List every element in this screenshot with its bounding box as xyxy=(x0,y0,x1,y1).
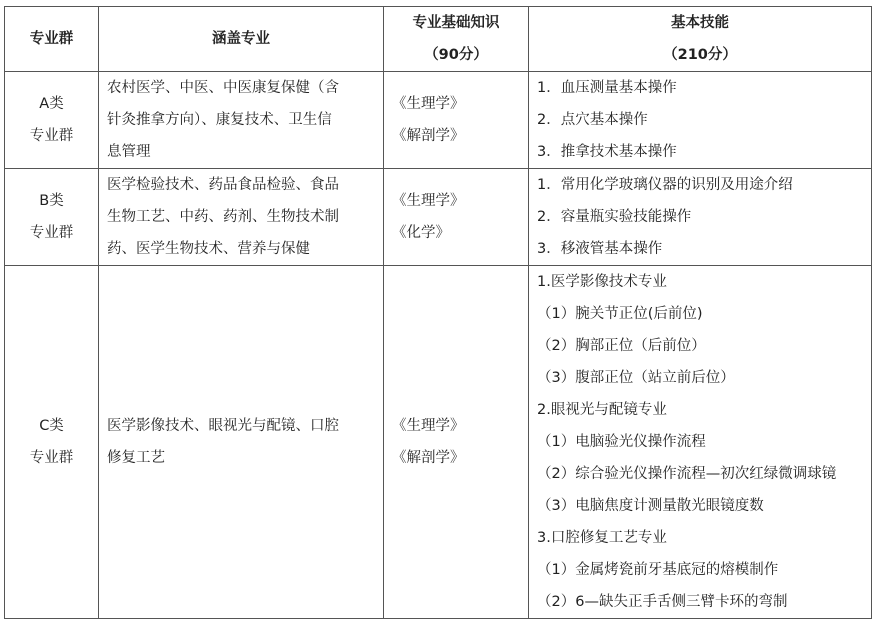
majors-line: 针灸推拿方向）、康复技术、卫生信 xyxy=(107,112,332,128)
header-group-label: 专业群 xyxy=(29,31,74,47)
majors-cell-b xyxy=(99,169,384,266)
header-group xyxy=(5,7,99,72)
group-name: B类 xyxy=(39,193,64,209)
skill-item: 3．移液管基本操作 xyxy=(537,241,663,257)
skill-item: （1）腕关节正位(后前位) xyxy=(537,306,703,322)
majors-line: 生物工艺、中药、药剂、生物技术制 xyxy=(107,209,339,225)
skill-item: （3）腹部正位（站立前后位） xyxy=(537,370,735,386)
header-knowledge-label: 专业基础知识 xyxy=(412,15,500,31)
skill-heading: 3.口腔修复工艺专业 xyxy=(537,530,667,546)
skill-item: 3．推拿技术基本操作 xyxy=(537,144,677,160)
knowledge-cell-a xyxy=(384,72,529,169)
skills-cell-c xyxy=(529,266,872,619)
header-skills xyxy=(529,7,872,72)
group-cell-b xyxy=(5,169,99,266)
knowledge-book: 《生理学》 xyxy=(392,193,465,209)
skill-item: 1．常用化学玻璃仪器的识别及用途介绍 xyxy=(537,177,793,193)
skill-item: 2．点穴基本操作 xyxy=(537,112,648,128)
knowledge-cell-c xyxy=(384,266,529,619)
header-knowledge xyxy=(384,7,529,72)
majors-line: 农村医学、中医、中医康复保健（含 xyxy=(107,80,339,96)
group-suffix: 专业群 xyxy=(29,450,74,466)
skill-item: （1）电脑验光仪操作流程 xyxy=(537,434,706,450)
majors-line: 药、医学生物技术、营养与保健 xyxy=(107,241,310,257)
knowledge-cell-b xyxy=(384,169,529,266)
skill-item: （1）金属烤瓷前牙基底冠的熔模制作 xyxy=(537,562,779,578)
header-skills-score: （210分） xyxy=(663,47,737,63)
header-majors xyxy=(99,7,384,72)
group-suffix: 专业群 xyxy=(29,225,74,241)
group-suffix: 专业群 xyxy=(29,128,74,144)
skill-heading: 1.医学影像技术专业 xyxy=(537,274,667,290)
majors-line: 医学检验技术、药品食品检验、食品 xyxy=(107,177,339,193)
group-cell-a xyxy=(5,72,99,169)
table-row-c xyxy=(5,266,872,619)
header-majors-label: 涵盖专业 xyxy=(212,31,270,47)
majors-cell-c xyxy=(99,266,384,619)
knowledge-book: 《化学》 xyxy=(392,225,450,241)
majors-line: 息管理 xyxy=(107,144,151,160)
skill-item: 2．容量瓶实验技能操作 xyxy=(537,209,692,225)
majors-line: 修复工艺 xyxy=(107,450,165,466)
skill-item: （2）6—缺失正手舌侧三臂卡环的弯制 xyxy=(537,594,788,610)
knowledge-book: 《生理学》 xyxy=(392,96,465,112)
knowledge-book: 《解剖学》 xyxy=(392,450,465,466)
skills-cell-b xyxy=(529,169,872,266)
skill-heading: 2.眼视光与配镜专业 xyxy=(537,402,667,418)
skill-item: （2）综合验光仪操作流程—初次红绿微调球镜 xyxy=(537,466,837,482)
majors-line: 医学影像技术、眼视光与配镜、口腔 xyxy=(107,418,339,434)
group-cell-c xyxy=(5,266,99,619)
skill-item: （2）胸部正位（后前位） xyxy=(537,338,706,354)
table-row-b xyxy=(5,169,872,266)
header-skills-label: 基本技能 xyxy=(671,15,729,31)
skill-item: 1．血压测量基本操作 xyxy=(537,80,677,96)
exam-content-table xyxy=(4,6,872,619)
header-knowledge-score: （90分） xyxy=(424,47,488,63)
skills-cell-a xyxy=(529,72,872,169)
group-name: C类 xyxy=(39,418,64,434)
majors-cell-a xyxy=(99,72,384,169)
knowledge-book: 《生理学》 xyxy=(392,418,465,434)
skill-item: （3）电脑焦度计测量散光眼镜度数 xyxy=(537,498,764,514)
knowledge-book: 《解剖学》 xyxy=(392,128,465,144)
group-name: A类 xyxy=(39,96,64,112)
header-row xyxy=(5,7,872,72)
table-row-a xyxy=(5,72,872,169)
